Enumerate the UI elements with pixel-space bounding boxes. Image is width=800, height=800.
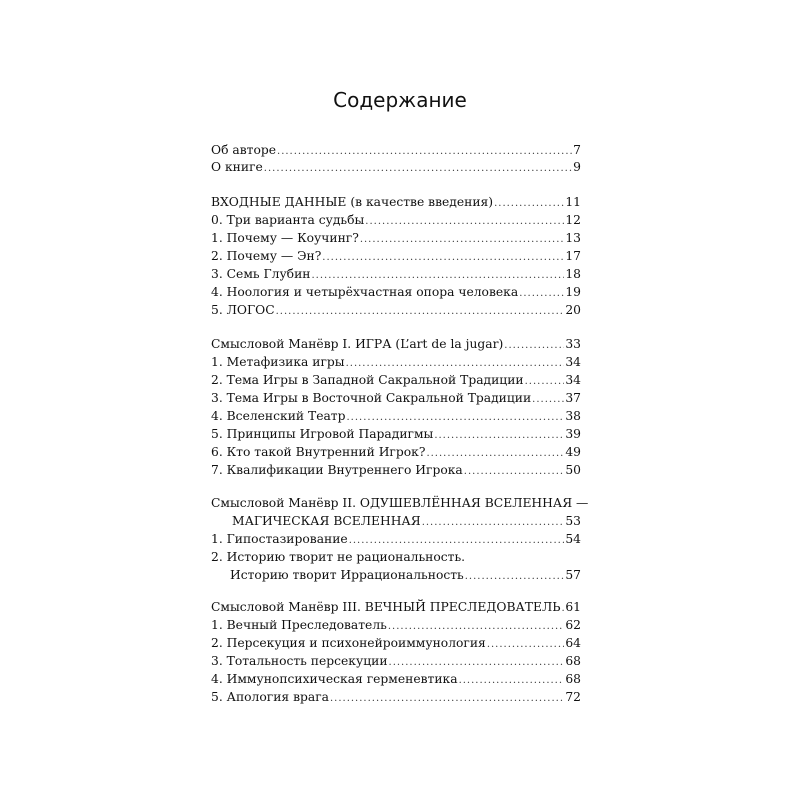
leader-dots (426, 445, 564, 462)
toc-entry-title: 3. Тотальность персекуции (211, 654, 388, 668)
toc-entry (211, 159, 581, 176)
toc-entry (211, 212, 581, 229)
leader-dots (532, 391, 564, 408)
toc-entry-page: 68 (565, 672, 581, 686)
toc-entry-title: Смысловой Манёвр II. ОДУШЕВЛЁННАЯ ВСЕЛЕННАЯ — (211, 496, 589, 510)
toc-entry-page: 19 (565, 285, 581, 299)
leader-dots (504, 337, 564, 354)
toc-entry (211, 354, 581, 371)
toc-entry-page: 7 (573, 143, 581, 157)
leader-dots (330, 690, 564, 707)
toc-entry-page: 72 (565, 690, 581, 704)
leader-dots (464, 463, 565, 480)
toc-entry-page: 39 (565, 427, 581, 441)
toc-entry-title: 1. Вечный Преследователь (211, 618, 387, 632)
toc-entry-title: 6. Кто такой Внутренний Игрок? (211, 445, 426, 459)
toc-entry-page: 53 (565, 514, 581, 528)
toc-entry-title: 2. Персекуция и психонейроиммунология (211, 636, 486, 650)
toc-entry (211, 372, 581, 389)
toc-entry-title: 1. Гипостазирование (211, 532, 348, 546)
toc-entry (211, 248, 581, 265)
leader-dots (525, 373, 565, 390)
toc-entry (211, 266, 581, 283)
leader-dots (422, 514, 565, 531)
toc-entry-page: 33 (565, 337, 581, 351)
toc-entry-page: 68 (565, 654, 581, 668)
leader-dots (365, 213, 564, 230)
toc-entry-title: ВХОДНЫЕ ДАННЫЕ (в качестве введения) (211, 195, 494, 209)
toc-entry-title: Историю творит Иррациональность (230, 568, 464, 582)
toc-entry-title: 4. Иммунопсихическая герменевтика (211, 672, 458, 686)
toc-entry (211, 689, 581, 706)
leader-dots (434, 427, 564, 444)
leader-dots (487, 636, 565, 653)
leader-dots (459, 672, 565, 689)
toc-entry-page: 11 (565, 195, 581, 209)
toc-entry-title: 3. Семь Глубин (211, 267, 311, 281)
toc-entry-page: 20 (565, 303, 581, 317)
toc-entry (230, 567, 581, 584)
toc-entry-page: 50 (565, 463, 581, 477)
toc-entry (211, 390, 581, 407)
toc-entry-page: 61 (565, 600, 581, 614)
leader-dots (519, 285, 564, 302)
toc-entry (211, 599, 581, 616)
toc-entry (211, 426, 581, 443)
leader-dots (494, 195, 564, 212)
toc-entry (211, 444, 581, 461)
toc-entry-title: Смысловой Манёвр III. ВЕЧНЫЙ ПРЕСЛЕДОВАТЕЛЬ (211, 600, 561, 614)
toc-entry-title: 1. Почему — Коучинг? (211, 231, 359, 245)
toc-entry-title: 5. Апология врага (211, 690, 329, 704)
toc-entry (211, 462, 581, 479)
toc-entry-title: 5. Принципы Игровой Парадигмы (211, 427, 434, 441)
toc-entry-page: 54 (565, 532, 581, 546)
toc-entry-page: 57 (565, 568, 581, 582)
toc-entry-page: 9 (573, 160, 581, 174)
toc-entry-page: 38 (565, 409, 581, 423)
leader-dots (346, 355, 565, 372)
toc-entry-title: 2. Почему — Эн? (211, 249, 322, 263)
leader-dots (349, 532, 565, 549)
toc-entry-page: 34 (565, 373, 581, 387)
toc-entry-title: О книге (211, 160, 263, 174)
toc-entry-title: 3. Тема Игры в Восточной Сакральной Традиции (211, 391, 532, 405)
toc-entry-title: 1. Метафизика игры (211, 355, 345, 369)
toc-entry (211, 194, 581, 211)
toc-entry-title: 4. Ноология и четырёхчастная опора человека (211, 285, 519, 299)
toc-entry (211, 671, 581, 688)
toc-entry (211, 635, 581, 652)
leader-dots (389, 654, 565, 671)
toc-entry (211, 230, 581, 247)
leader-dots (311, 267, 564, 284)
toc-entry (211, 302, 581, 319)
toc-entry (211, 142, 581, 159)
toc-entry (211, 653, 581, 670)
toc-entry (211, 549, 581, 566)
toc-entry-title: 4. Вселенский Театр (211, 409, 346, 423)
toc-entry-page: 34 (565, 355, 581, 369)
toc-entry-page: 17 (565, 249, 581, 263)
leader-dots (562, 600, 565, 617)
toc-entry (211, 284, 581, 301)
leader-dots (322, 249, 564, 266)
toc-entry-page: 13 (565, 231, 581, 245)
toc-entry-page: 37 (565, 391, 581, 405)
toc-entry (211, 617, 581, 634)
page-title: Содержание (333, 88, 467, 112)
toc-entry-title: 0. Три варианта судьбы (211, 213, 365, 227)
toc-entry-title: 7. Квалификации Внутреннего Игрока (211, 463, 463, 477)
toc-entry (232, 513, 581, 530)
toc-entry-title: 2. Тема Игры в Западной Сакральной Традиции (211, 373, 524, 387)
toc-entry-title: Смысловой Манёвр I. ИГРА (L’art de la jugar) (211, 337, 504, 351)
toc-entry-page: 49 (565, 445, 581, 459)
toc-entry-title: Об авторе (211, 143, 277, 157)
leader-dots (360, 231, 565, 248)
leader-dots (276, 303, 565, 320)
leader-dots (264, 160, 572, 177)
leader-dots (465, 568, 565, 585)
toc-entry-page: 62 (565, 618, 581, 632)
toc-entry-page: 18 (565, 267, 581, 281)
toc-entry (211, 495, 589, 512)
toc-entry (211, 408, 581, 425)
toc-entry-title: 2. Историю творит не рациональность. (211, 550, 466, 564)
toc-entry-page: 12 (565, 213, 581, 227)
toc-entry-title: 5. ЛОГОС (211, 303, 275, 317)
toc-entry-page: 64 (565, 636, 581, 650)
leader-dots (277, 143, 572, 160)
leader-dots (388, 618, 565, 635)
toc-entry (211, 336, 581, 353)
leader-dots (347, 409, 565, 426)
toc-entry-title: МАГИЧЕСКАЯ ВСЕЛЕННАЯ (232, 514, 421, 528)
toc-entry (211, 531, 581, 548)
